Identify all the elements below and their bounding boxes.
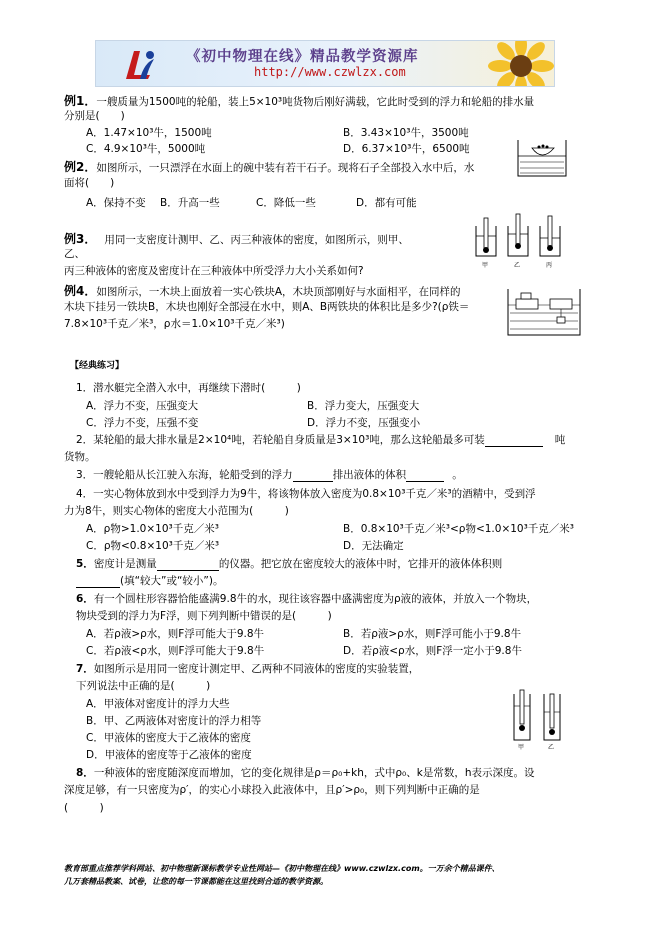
q6-option-d: D．若ρ液<ρ水，则F浮一定小于9.8牛	[343, 645, 522, 657]
example-3-stem-line2: 乙、	[64, 248, 85, 260]
q7-option-c: C．甲液体的密度大于乙液体的密度	[86, 732, 251, 744]
example-2-stem-line1: 例2．如图所示，一只漂浮在水面上的碗中装有若干石子。现将石子全部投入水中后，水	[64, 160, 475, 174]
q8-stem-line2: 深度足够，有一只密度为ρ′，的实心小球投入此液体中，且ρ′>ρ₀，则下列判断中正确的是	[64, 784, 480, 796]
example-4-stem-line2: 木块下挂另一铁块B，木块也刚好全部浸在水中，则A、B两铁块的体积比是多少?(ρ铁＝	[64, 301, 470, 313]
q4-option-d: D．无法确定	[343, 540, 404, 552]
q1-option-d: D．浮力不变，压强变小	[307, 417, 421, 429]
footer-line2: 几万套精品教案、试卷，让您的每一节课都能在这里找到合适的教学资源。	[64, 877, 328, 886]
q1-option-c: C．浮力不变，压强不变	[86, 417, 199, 429]
q5-stem-line2: (填“较大”或“较小”)。	[76, 573, 223, 588]
example-2-option-b: B．升高一些	[160, 197, 220, 209]
example-4-stem-line1: 例4．如图所示，一木块上面放着一实心铁块A，木块顶部刚好与水面相平，在同样的	[64, 284, 461, 298]
q1-stem: 1．潜水艇完全潜入水中，再继续下潜时( )	[76, 382, 301, 394]
site-logo-icon	[120, 45, 160, 83]
sunflower-icon	[476, 40, 555, 87]
example-3-stem-line1: 例3． 用同一支密度计测甲、乙、丙三种液体的密度，如图所示，则甲、	[64, 232, 409, 246]
q7-option-d: D．甲液体的密度等于乙液体的密度	[86, 749, 252, 761]
bowl-in-water-figure	[514, 134, 570, 180]
q2-stem-line2: 货物。	[64, 451, 96, 463]
example-1-option-b: B．3.43×10³牛，3500吨	[343, 127, 469, 139]
example-3-stem-line3: 丙三种液体的密度及密度计在三种液体中所受浮力大小关系如何?	[64, 265, 364, 277]
practice-section-title: 【经典练习】	[70, 361, 125, 371]
example-4-stem-line3: 7.8×10³千克／米³，ρ水＝1.0×10³千克／米³)	[64, 318, 285, 330]
q4-option-b: B．0.8×10³千克／米³<ρ物<1.0×10³千克／米³	[343, 523, 575, 535]
fig3-label-jia: 甲	[482, 262, 489, 268]
fig7-label-jia: 甲	[518, 744, 525, 750]
q8-stem-line3: ( )	[64, 802, 104, 814]
q3-answer-blank-1[interactable]	[293, 481, 333, 482]
q6-option-a: A．若ρ液>ρ水，则F浮可能大于9.8牛	[86, 628, 265, 640]
header-banner	[95, 40, 555, 87]
q8-stem-line1: 8．一种液体的密度随深度而增加，它的变化规律是ρ＝ρ₀+kh，式中ρ₀、k是常数，h表示深度。设	[76, 767, 535, 779]
example-2-option-c: C．降低一些	[256, 197, 316, 209]
q4-option-c: C．ρ物<0.8×10³千克／米³	[86, 540, 220, 552]
q6-option-c: C．若ρ液<ρ水，则F浮可能大于9.8牛	[86, 645, 265, 657]
wood-block-iron-figure	[506, 285, 582, 339]
two-hydrometers-figure	[508, 688, 568, 750]
banner-title: 《初中物理在线》精品教学资源库	[186, 49, 419, 65]
q4-stem-line2: 力为8牛，则实心物体的密度大小范围为( )	[64, 505, 289, 517]
example-1-stem-line1: 例1．一艘质量为1500吨的轮船，装上5×10³吨货物后刚好满载，它此时受到的浮力和轮船的排水量	[64, 94, 535, 108]
q7-option-b: B．甲、乙两液体对密度计的浮力相等	[86, 715, 262, 727]
q2-stem-line1: 2．某轮船的最大排水量是2×10⁴吨，若轮船自身质量是3×10³吨，那么这轮船最多可装 吨	[76, 434, 566, 446]
three-hydrometers-figure	[470, 212, 570, 268]
q1-option-b: B．浮力变大，压强变大	[307, 400, 420, 412]
banner-url[interactable]: http://www.czwlzx.com	[254, 65, 406, 79]
q5-stem-line1: 5．密度计是测量 的仪器。把它放在密度较大的液体中时，它排开的液体体积则	[76, 558, 503, 570]
q3-answer-blank-2[interactable]	[406, 481, 444, 482]
example-1-option-c: C．4.9×10³牛，5000吨	[86, 143, 206, 155]
page-footer	[64, 862, 500, 888]
q7-option-a: A．甲液体对密度计的浮力大些	[86, 698, 230, 710]
q7-stem-line2: 下列说法中正确的是( )	[76, 680, 211, 692]
q6-stem-line1: 6．有一个圆柱形容器恰能盛满9.8牛的水，现往该容器中盛满密度为ρ液的液体，并放入一个物块，	[76, 593, 538, 605]
q6-stem-line2: 物块受到的浮力为F浮，则下列判断中错误的是( )	[76, 610, 332, 622]
q3-stem: 3．一艘轮船从长江驶入东海，轮船受到的浮力 排出液体的体积 。	[76, 469, 463, 481]
q4-option-a: A．ρ物>1.0×10³千克／米³	[86, 523, 219, 535]
fig7-label-yi: 乙	[548, 744, 555, 750]
example-1-stem-line2: 分别是( )	[64, 110, 125, 122]
fig3-label-bing: 丙	[546, 262, 553, 268]
q2-answer-blank[interactable]	[485, 446, 543, 447]
q5-answer-blank-2[interactable]	[76, 587, 120, 588]
q4-stem-line1: 4．一实心物体放到水中受到浮力为9牛，将该物体放入密度为0.8×10³千克／米³的酒精中，受到浮	[76, 488, 536, 500]
q6-option-b: B．若ρ液>ρ水，则F浮可能小于9.8牛	[343, 628, 522, 640]
example-2-option-a: A．保持不变	[86, 197, 146, 209]
example-2-option-d: D．都有可能	[356, 197, 417, 209]
example-2-stem-line2: 面将( )	[64, 177, 115, 189]
q5-answer-blank-1[interactable]	[157, 570, 219, 571]
footer-line1: 教育部重点推荐学科网站、初中物理新课标教学专业性网站—《初中物理在线》www.czwlzx.com。一万余个精品课件、	[64, 864, 500, 873]
q7-stem-line1: 7．如图所示是用同一密度计测定甲、乙两种不同液体的密度的实验装置，	[76, 663, 420, 675]
example-1-option-a: A．1.47×10³牛，1500吨	[86, 127, 212, 139]
example-1-option-d: D．6.37×10³牛，6500吨	[343, 143, 470, 155]
q1-option-a: A．浮力不变，压强变大	[86, 400, 199, 412]
fig3-label-yi: 乙	[514, 262, 521, 268]
